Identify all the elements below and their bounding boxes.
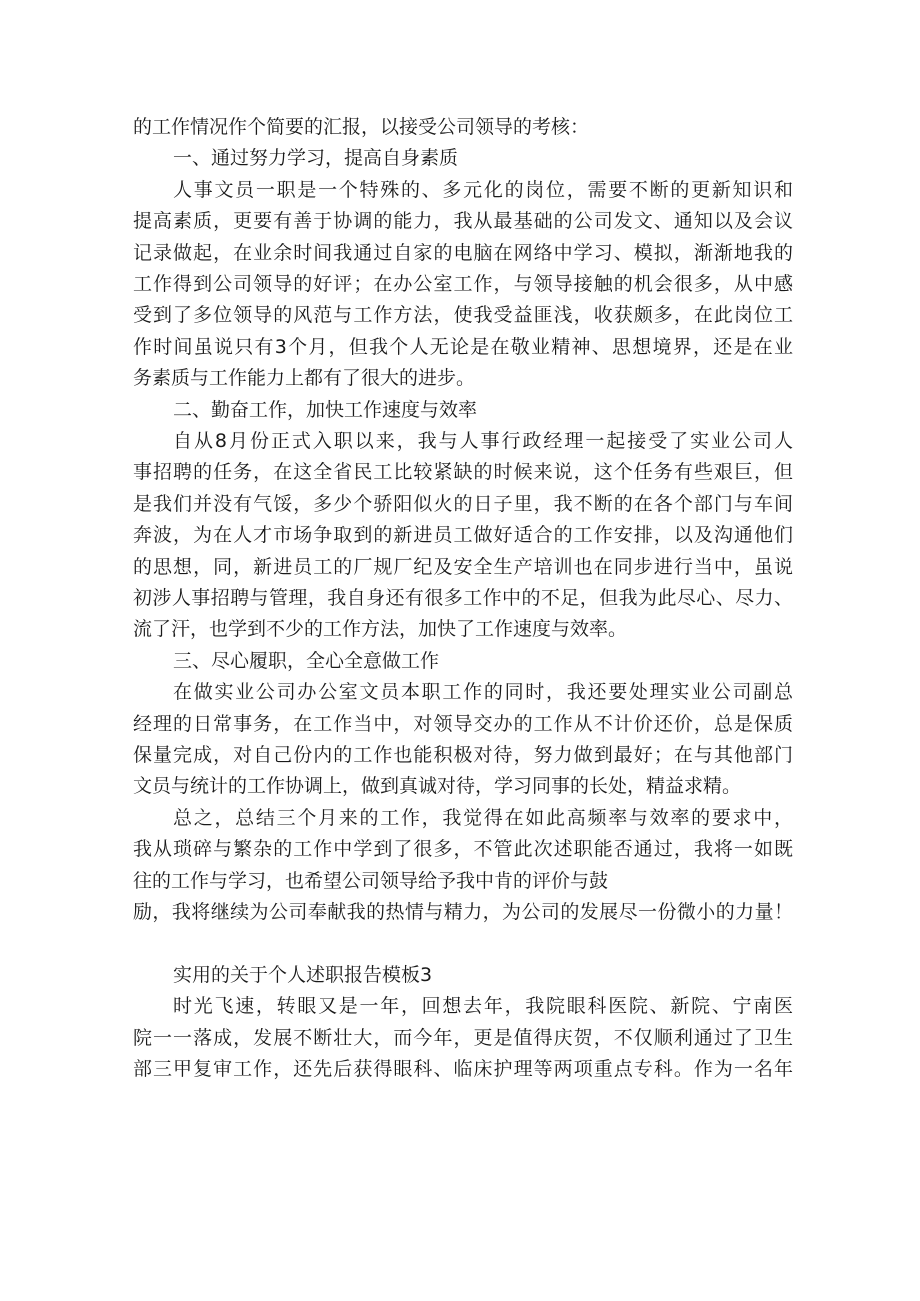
text-line: 三、尽心履职，全心全意做工作 [173, 649, 440, 672]
text-line: 时光飞速，转眼又是一年，回想去年，我院眼科医院、新院、宁南医 [173, 995, 793, 1018]
text-line: 文员与统计的工作协调上，做到真诚对待，学习同事的长处，精益求精。 [133, 775, 742, 798]
text-line: 初涉人事招聘与管理，我自身还有很多工作中的不足，但我为此尽心、尽力、 [133, 587, 793, 609]
text-line: 实用的关于个人述职报告模板3 [173, 963, 433, 986]
text-line: 总之，总结三个月来的工作，我觉得在如此高频率与效率的要求中， [173, 806, 793, 829]
text-line: 务素质与工作能力上都有了很大的进步。 [133, 367, 476, 390]
text-line: 往的工作与学习，也希望公司领导给予我中肯的评价与鼓 [133, 869, 609, 892]
text-line: 在做实业公司办公室文员本职工作的同时，我还要处理实业公司副总 [173, 681, 793, 704]
text-line: 提高素质，更要有善于协调的能力，我从最基础的公司发文、通知以及会议 [133, 210, 793, 233]
text-line: 奔波，为在人才市场争取到的新进员工做好适合的工作安排，以及沟通他们 [133, 524, 793, 547]
text-line: 我从琐碎与繁杂的工作中学到了很多，不管此次述职能否通过，我将一如既 [133, 838, 793, 861]
text-line: 工作得到公司领导的好评；在办公室工作，与领导接触的机会很多，从中感 [133, 273, 793, 295]
text-line: 的思想，同，新进员工的厂规厂纪及安全生产培训也在同步进行当中，虽说 [133, 555, 793, 578]
text-line: 的工作情况作个简要的汇报，以接受公司领导的考核： [133, 116, 590, 138]
text-line: 人事文员一职是一个特殊的、多元化的岗位，需要不断的更新知识和 [173, 178, 793, 201]
text-line: 受到了多位领导的风范与工作方法，使我受益匪浅，收获颇多，在此岗位工 [133, 304, 793, 327]
text-line: 作时间虽说只有3个月，但我个人无论是在敬业精神、思想境界，还是在业 [133, 335, 793, 358]
text-line: 事招聘的任务，在这全省民工比较紧缺的时候来说，这个任务有些艰巨，但 [133, 461, 793, 484]
text-line: 院一一落成，发展不断壮大，而今年，更是值得庆贺，不仅顺利通过了卫生 [133, 1026, 793, 1049]
text-line: 是我们并没有气馁，多少个骄阳似火的日子里，我不断的在各个部门与车间 [133, 492, 793, 515]
text-line: 部三甲复审工作，还先后获得眼科、临床护理等两项重点专科。作为一名年 [133, 1058, 793, 1080]
text-line: 一、通过努力学习，提高自身素质 [173, 147, 459, 170]
text-line: 记录做起，在业余时间我通过自家的电脑在网络中学习、模拟，渐渐地我的 [133, 241, 793, 264]
text-line: 励，我将继续为公司奉献我的热情与精力，为公司的发展尽一份微小的力量！ [133, 901, 793, 923]
text-line: 二、勤奋工作，加快工作速度与效率 [173, 398, 478, 421]
text-line: 流了汗，也学到不少的工作方法，加快了工作速度与效率。 [133, 618, 628, 641]
text-line: 自从8月份正式入职以来，我与人事行政经理一起接受了实业公司人 [173, 430, 793, 452]
text-line: 经理的日常事务，在工作当中，对领导交办的工作从不计价还价，总是保质 [133, 712, 793, 735]
text-line: 保量完成，对自己份内的工作也能积极对待，努力做到最好；在与其他部门 [133, 744, 793, 766]
